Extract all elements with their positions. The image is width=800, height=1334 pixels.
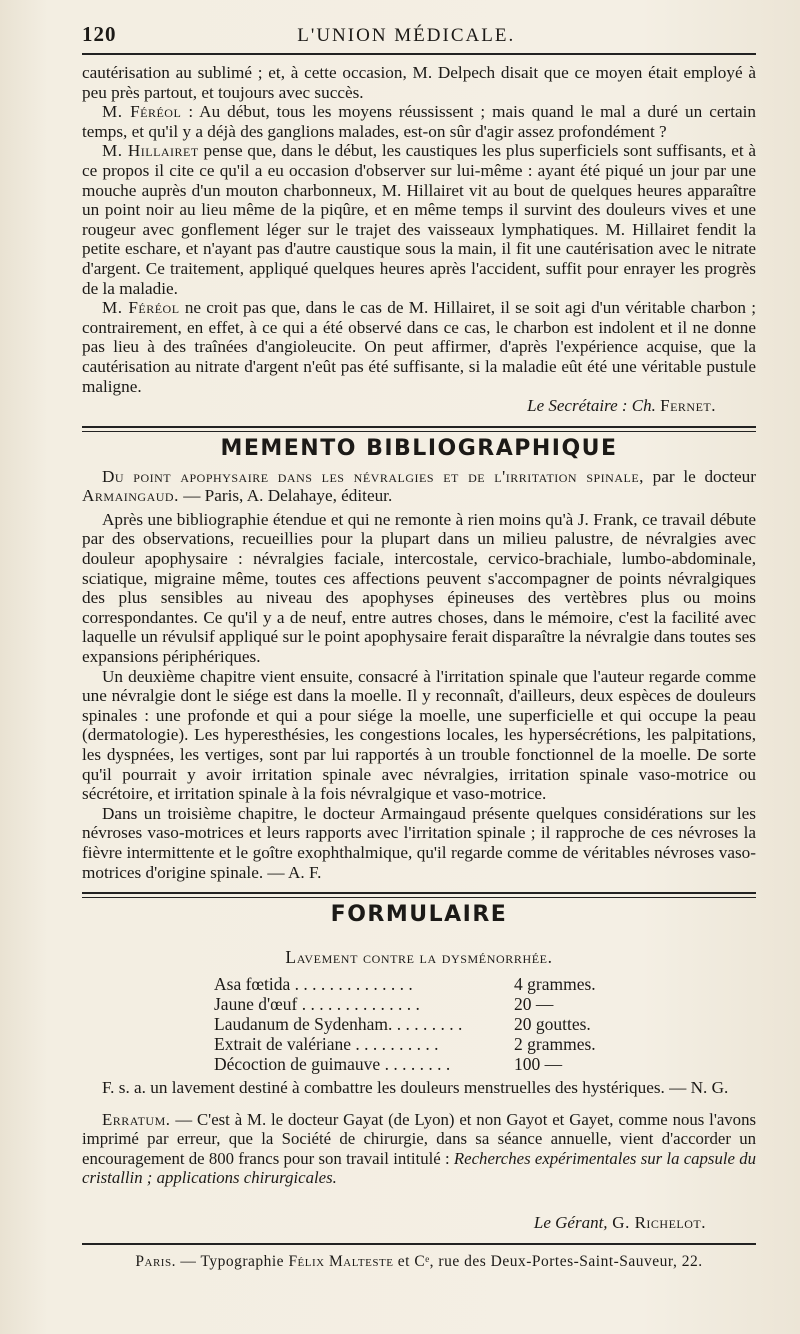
- recipe-row: [214, 1054, 634, 1074]
- signature-name: Fernet.: [660, 396, 716, 416]
- page-header: [82, 22, 756, 47]
- ingredient-amount: 4 grammes.: [514, 974, 596, 995]
- recipe-instructions: F. s. a. un lavement destiné à combattre les douleurs menstruelles des hystériques. — N. G.: [102, 1078, 729, 1098]
- book-title: Du point apophysaire dans les névralgies et de l'irritation spinale,: [102, 466, 644, 486]
- erratum-label: Erratum.: [102, 1109, 171, 1129]
- speaker-name: M. Hillairet: [102, 141, 199, 161]
- discussion-paragraph: [82, 141, 756, 298]
- discussion-paragraph: [82, 102, 756, 141]
- speaker-name: M. Féréol: [102, 298, 180, 318]
- manager-signature: [82, 1213, 706, 1233]
- footer-rule: [82, 1243, 756, 1245]
- speaker-text: : Au début, tous les moyens réussissent ; mais quand le mal a duré un certain temps, et qu'il y a déjà des ganglions malades, est-on sûr d'agir assez profondément ?: [82, 102, 756, 141]
- section-divider: [82, 426, 756, 432]
- erratum-text: — C'est à M. le docteur Gayat (de Lyon) et non Gayot et Gayet, comme nous l'avons imprimé par erreur, que la Société de chirurgie, dans sa séance annuelle, vient d'accorder un encouragement de 800 francs pour son travail intitulé :: [82, 1109, 756, 1168]
- recipe-row: [214, 1014, 634, 1034]
- footer-text: — Typographie: [175, 1253, 289, 1271]
- memento-paragraph: Après une bibliographie étendue et qui ne remonte à rien moins qu'à J. Frank, ce travail débute par des observations, recueillies pour la plupart dans un milieu palustre, de névralgies avec douleur apophysaire : névralgies faciale, intercostale, cervico-brachiale, lumbo-abdominale, sciatique, migraine même, toutes ces affections peuvent s'accompagner de points névralgiques des plus sensibles au niveau des apophyses épineuses des vertèbres plus ou moins correspondantes. Ce qu'il y a de neuf, entre autres choses, dans le mémoire, c'est la facilité avec laquelle un révulsif appliqué sur le point apophysaire ferait disparaître la névralgie dans toutes ses expansions périphériques.: [82, 509, 756, 667]
- formulaire-title: FORMULAIRE: [330, 902, 508, 928]
- ingredient-amount: 2 grammes.: [514, 1034, 596, 1055]
- memento-section: [82, 467, 756, 882]
- secretary-signature: [82, 396, 756, 416]
- ingredient-amount: 20 gouttes.: [514, 1014, 591, 1035]
- recipe-row: [214, 1034, 634, 1054]
- ingredient-amount: 20 —: [514, 994, 554, 1015]
- ingredient-name: Asa fœtida . . . . . . . . . . . . . .: [214, 974, 413, 995]
- memento-paragraph: Un deuxième chapitre vient ensuite, consacré à l'irritation spinale que l'auteur regarde comme une névralgie dont le siége est dans la moelle. Il y reconnaît, d'ailleurs, deux espèces de douleurs spinales : une profonde et qui a pour siége la moelle, une superficielle et qui occupe la peau (dermatologie). Les hyperesthésies, les congestions locales, les hypersécrétions, les palpitations, les dyspnées, les vertiges, sont par lui rapportés à un trouble fonctionnel de la moelle. De sorte qu'il pourrait y avoir irritation spinale avec névralgies, irritation spinale vaso-motrice ou sécrétoire, et irritation spinale à la fois névralgique et vaso-motrice.: [82, 666, 756, 804]
- ingredient-name: Laudanum de Sydenham. . . . . . . . .: [214, 1014, 463, 1035]
- erratum-work-title: Recherches expérimentales sur la capsule du cristallin ; applications chirurgicales.: [82, 1148, 756, 1187]
- speaker-text: pense que, dans le début, les caustiques les plus superficiels sont suffisants, et à ce propos il cite ce qu'il a eu occasion d'observer sur lui-même : ayant été piqué un jour par une mouche auprès d'un mouton charbonneux, M. Hillairet vit au bout de quelques heures apparaître un point noir au lieu même de la piqûre, et en même temps il survint des douleurs vives et une rougeur avec gonflement léger sur le trajet des vaisseaux lymphatiques. M. Hillairet fendit la petite eschare, et n'ayant pas d'autre caustique sous la main, il fit une cautérisation avec le nitrate d'argent. Ce traitement, appliqué quelques heures après l'accident, suffit pour enrayer les progrès de la maladie.: [82, 141, 757, 298]
- book-publisher: — Paris, A. Delahaye, éditeur.: [178, 486, 393, 506]
- ingredient-amount: 100 —: [514, 1054, 563, 1075]
- signature-role: Le Secrétaire : Ch.: [527, 396, 661, 416]
- footer-city: Paris.: [135, 1253, 176, 1271]
- footer-printer: Félix Malteste: [288, 1253, 394, 1271]
- page-number: 120: [82, 22, 117, 46]
- header-rule: [82, 53, 756, 55]
- memento-title: MEMENTO BIBLIOGRAPHIQUE: [220, 435, 618, 461]
- discussion-section: [82, 63, 756, 416]
- manager-name: G. Richelot.: [607, 1213, 706, 1233]
- discussion-paragraph: cautérisation au sublimé ; et, à cette occasion, M. Delpech disait que ce moyen était employé à peu près partout, et toujours avec succès.: [82, 63, 756, 102]
- speaker-name: M. Féréol: [102, 102, 182, 122]
- ingredient-name: Jaune d'œuf . . . . . . . . . . . . . .: [214, 994, 420, 1015]
- manager-role: Le Gérant,: [533, 1213, 608, 1233]
- book-by: par le docteur: [643, 466, 756, 486]
- discussion-paragraph: [82, 298, 756, 396]
- footer-address: et Cᵉ, rue des Deux-Portes-Saint-Sauveur, 22.: [393, 1253, 703, 1271]
- speaker-text: ne croit pas que, dans le cas de M. Hillairet, il se soit agi d'un véritable charbon ; contrairement, en effet, à ce qui a été observé dans ce cas, le charbon est indolent et il ne donne pas lieu à des traînées d'angioleucite. On peut affirmer, d'après l'expérience acquise, que la cautérisation au nitrate d'argent n'eût pas été suffisante, si la maladie eût été une véritable pustule maligne.: [82, 298, 756, 396]
- erratum-paragraph: [82, 1110, 756, 1188]
- running-title: L'UNION MÉDICALE.: [297, 25, 516, 46]
- recipe-row: [214, 974, 634, 994]
- section-divider: [82, 892, 756, 898]
- memento-paragraph: Dans un troisième chapitre, le docteur Armaingaud présente quelques considérations sur les névroses vaso-motrices et leurs rapports avec l'irritation spinale ; il rapproche de ces névroses la fièvre intermittente et le goître exophthalmique, qu'il regarde comme de véritables névroses vaso-motrices d'origine spinale. — A. F.: [82, 803, 756, 882]
- book-author: Armaingaud.: [82, 486, 179, 506]
- recipe-list: [214, 974, 634, 1074]
- book-reference: [82, 467, 756, 506]
- recipe-row: [214, 994, 634, 1014]
- formulaire-section: [82, 947, 756, 1187]
- ingredient-name: Extrait de valériane . . . . . . . . . .: [214, 1034, 439, 1055]
- printer-footer: [82, 1253, 756, 1271]
- ingredient-name: Décoction de guimauve . . . . . . . .: [214, 1054, 451, 1075]
- recipe-title: Lavement contre la dysménorrhée.: [285, 947, 553, 968]
